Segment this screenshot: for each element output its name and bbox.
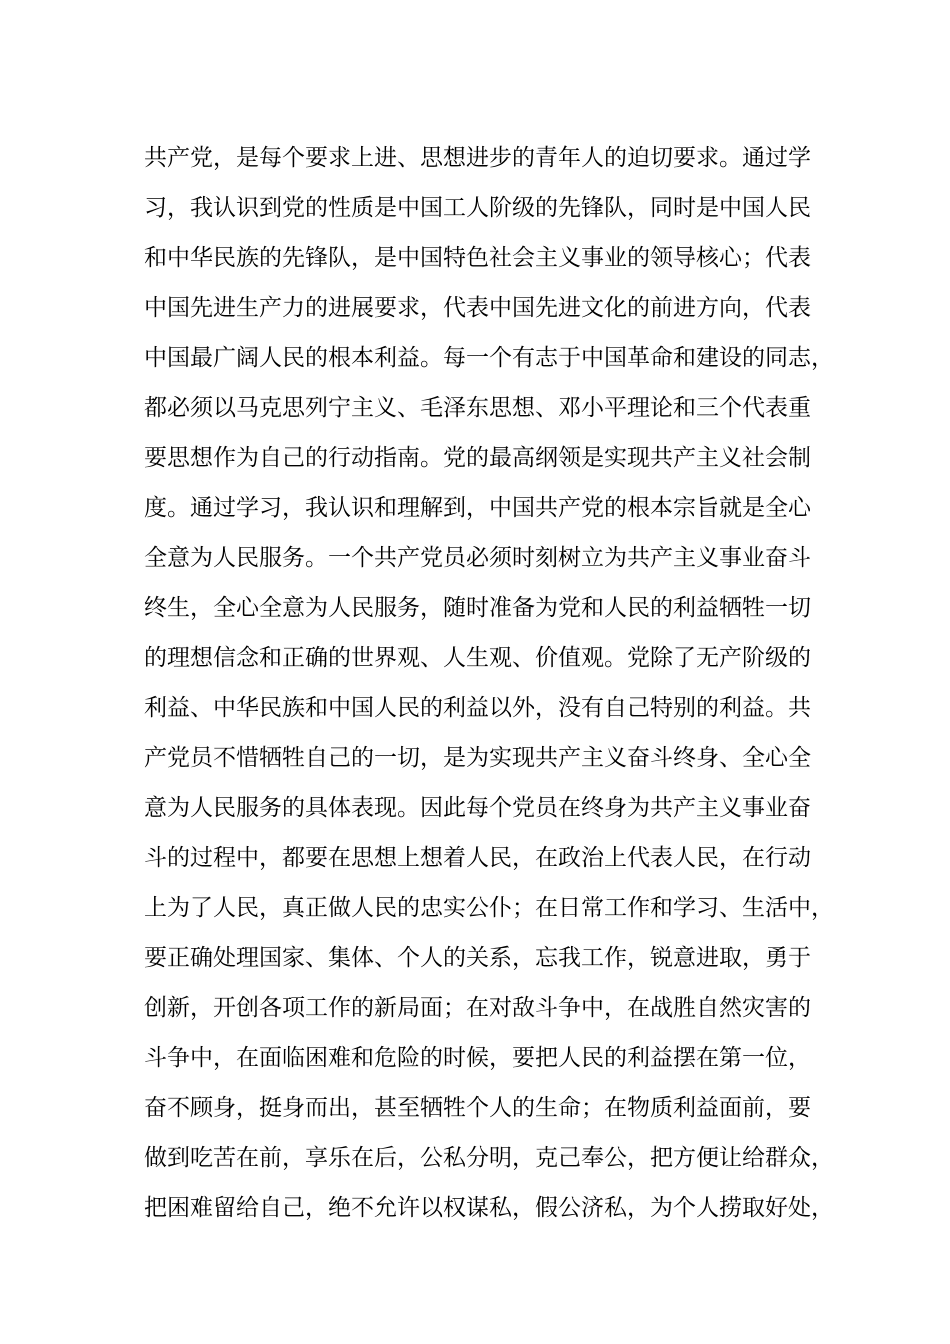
text-line: 全意为人民服务。一个共产党员必须时刻树立为共产主义事业奋斗 bbox=[144, 545, 811, 571]
text-line: 共产党，是每个要求上进、思想进步的青年人的迫切要求。通过学 bbox=[144, 145, 811, 171]
text-line: 都必须以马克思列宁主义、毛泽东思想、邓小平理论和三个代表重 bbox=[144, 395, 811, 421]
text-line: 要思想作为自己的行动指南。党的最高纲领是实现共产主义社会制 bbox=[144, 445, 811, 471]
text-line: 产党员不惜牺牲自己的一切，是为实现共产主义奋斗终身、全心全 bbox=[144, 745, 811, 771]
text-line: 利益、中华民族和中国人民的利益以外，没有自己特别的利益。共 bbox=[144, 695, 811, 721]
text-line: 斗争中，在面临困难和危险的时候，要把人民的利益摆在第一位， bbox=[144, 1045, 811, 1071]
text-line: 中国先进生产力的进展要求，代表中国先进文化的前进方向，代表 bbox=[144, 295, 811, 321]
text-line: 上为了人民，真正做人民的忠实公仆；在日常工作和学习、生活中， bbox=[144, 895, 834, 921]
text-line: 要正确处理国家、集体、个人的关系，忘我工作，锐意进取，勇于 bbox=[144, 945, 811, 971]
text-line: 创新，开创各项工作的新局面；在对敌斗争中，在战胜自然灾害的 bbox=[144, 995, 811, 1021]
text-line: 把困难留给自己，绝不允许以权谋私，假公济私，为个人捞取好处， bbox=[144, 1195, 834, 1221]
text-line: 和中华民族的先锋队，是中国特色社会主义事业的领导核心；代表 bbox=[144, 245, 811, 271]
text-line: 的理想信念和正确的世界观、人生观、价值观。党除了无产阶级的 bbox=[144, 645, 811, 671]
text-line: 做到吃苦在前，享乐在后，公私分明，克己奉公，把方便让给群众， bbox=[144, 1145, 834, 1171]
text-line: 中国最广阔人民的根本利益。每一个有志于中国革命和建设的同志， bbox=[144, 345, 834, 371]
text-line: 习，我认识到党的性质是中国工人阶级的先锋队，同时是中国人民 bbox=[144, 195, 811, 221]
text-line: 终生，全心全意为人民服务，随时准备为党和人民的利益牺牲一切 bbox=[144, 595, 811, 621]
body-text bbox=[144, 133, 834, 1233]
text-line: 度。通过学习，我认识和理解到，中国共产党的根本宗旨就是全心 bbox=[144, 495, 811, 521]
text-line: 奋不顾身，挺身而出，甚至牺牲个人的生命；在物质利益面前，要 bbox=[144, 1095, 811, 1121]
text-line: 意为人民服务的具体表现。因此每个党员在终身为共产主义事业奋 bbox=[144, 795, 811, 821]
text-line: 斗的过程中，都要在思想上想着人民，在政治上代表人民，在行动 bbox=[144, 845, 811, 871]
